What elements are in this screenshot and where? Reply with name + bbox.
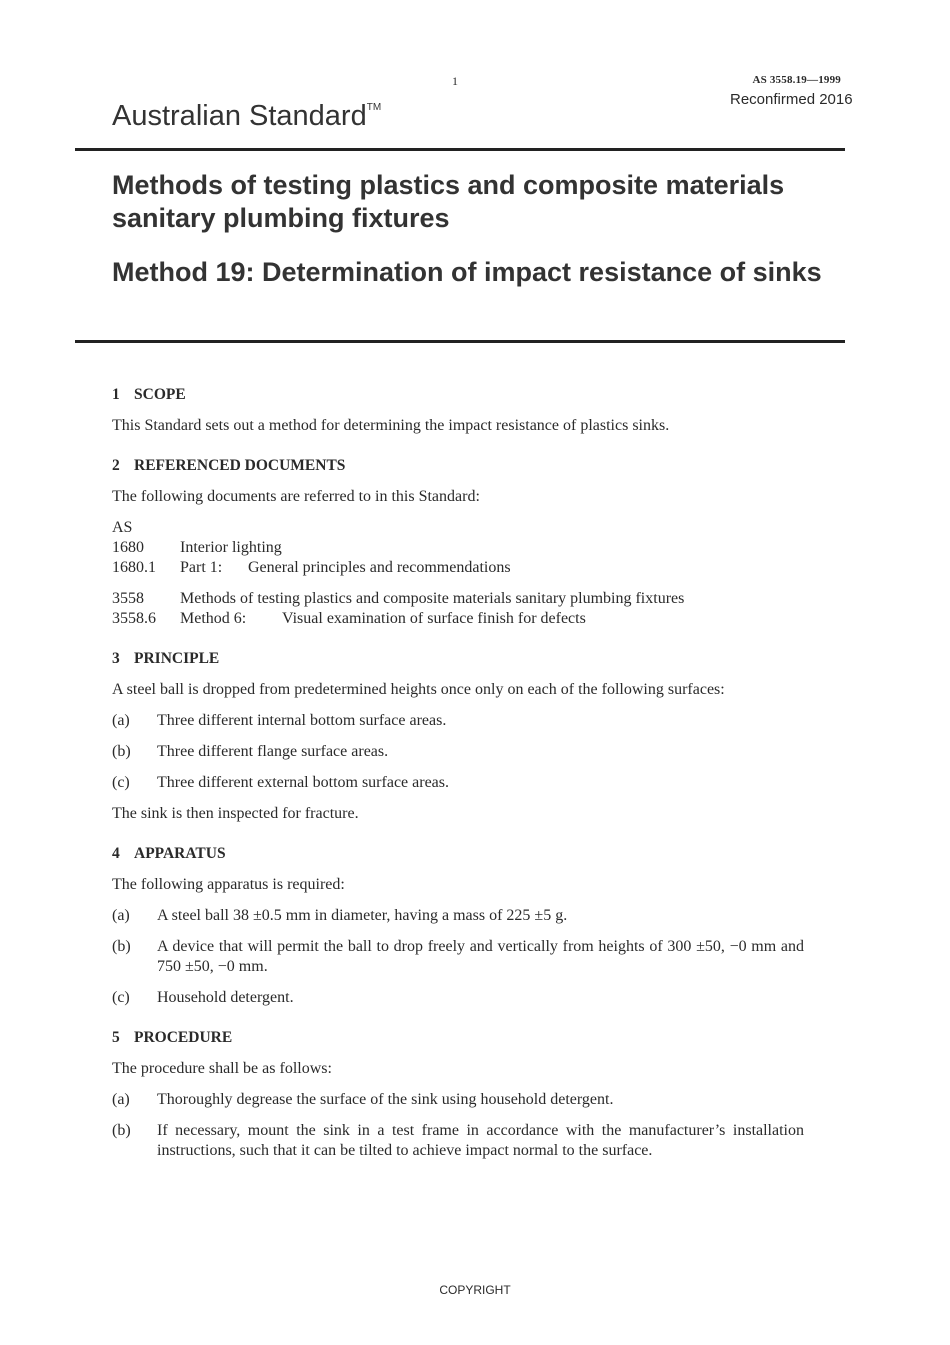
section-apparatus [112,844,804,1008]
reference-list-1 [112,518,804,578]
list-item: (b) Three different flange surface areas. [112,743,389,760]
principle-intro: A steel ball is dropped from predetermined heights once only on each of the following surfaces: [112,681,725,698]
section-heading: 4 APPARATUS [112,845,226,862]
trademark-mark: TM [366,102,382,114]
standard-code: AS 3558.19—1999 [752,74,841,86]
reference-item: 1680 Interior lighting [112,539,282,556]
list-item: (c) Three different external bottom surface areas. [112,774,449,791]
section-referenced-documents [112,456,804,629]
document-title: Methods of testing plastics and composite materials sanitary plumbing fixtures [112,170,785,233]
reference-prefix: AS [112,519,133,536]
bottom-rule [75,340,845,343]
brand-title [112,100,381,133]
list-item: (a) Three different internal bottom surface areas. [112,712,447,729]
scope-text: This Standard sets out a method for determining the impact resistance of plastics sinks. [112,417,670,434]
reference-item: 3558 Methods of testing plastics and composite materials sanitary plumbing fixtures [112,590,685,607]
brand-name: Australian Standard [112,100,367,132]
reference-list-2 [112,589,804,629]
top-rule [75,148,845,151]
section-heading: 2 REFERENCED DOCUMENTS [112,457,346,474]
reference-item: 3558.6 Method 6: Visual examination of surface finish for defects [112,610,586,627]
list-item: (c) Household detergent. [112,989,294,1006]
refs-intro: The following documents are referred to in this Standard: [112,488,480,505]
reference-item: 1680.1 Part 1: General principles and recommendations [112,559,511,576]
list-item: (a) A steel ball 38 ±0.5 mm in diameter, having a mass of 225 ±5 g. [112,907,568,924]
copyright-footer: COPYRIGHT [439,1283,511,1297]
list-item: (b) A device that will permit the ball to drop freely and vertically from heights of 300 ±50, −0 mm and 750 ±50, −0 mm. [112,938,804,975]
list-item: (b) If necessary, mount the sink in a test frame in accordance with the manufacturer’s installation instructions, such that it can be tilted to achieve impact normal to the surface. [112,1122,804,1159]
section-procedure [112,1028,804,1161]
document-body [112,385,804,1181]
reconfirmed-note: Reconfirmed 2016 [730,91,853,108]
principle-outro: The sink is then inspected for fracture. [112,805,359,822]
list-item: (a) Thoroughly degrease the surface of the sink using household detergent. [112,1091,614,1108]
apparatus-intro: The following apparatus is required: [112,876,345,893]
page-number: 1 [452,74,458,88]
section-principle [112,649,804,824]
section-scope [112,385,804,436]
section-heading: 1 SCOPE [112,386,186,403]
section-heading: 3 PRINCIPLE [112,650,220,667]
procedure-intro: The procedure shall be as follows: [112,1060,332,1077]
section-heading: 5 PROCEDURE [112,1029,233,1046]
method-title: Method 19: Determination of impact resistance of sinks [112,257,822,287]
